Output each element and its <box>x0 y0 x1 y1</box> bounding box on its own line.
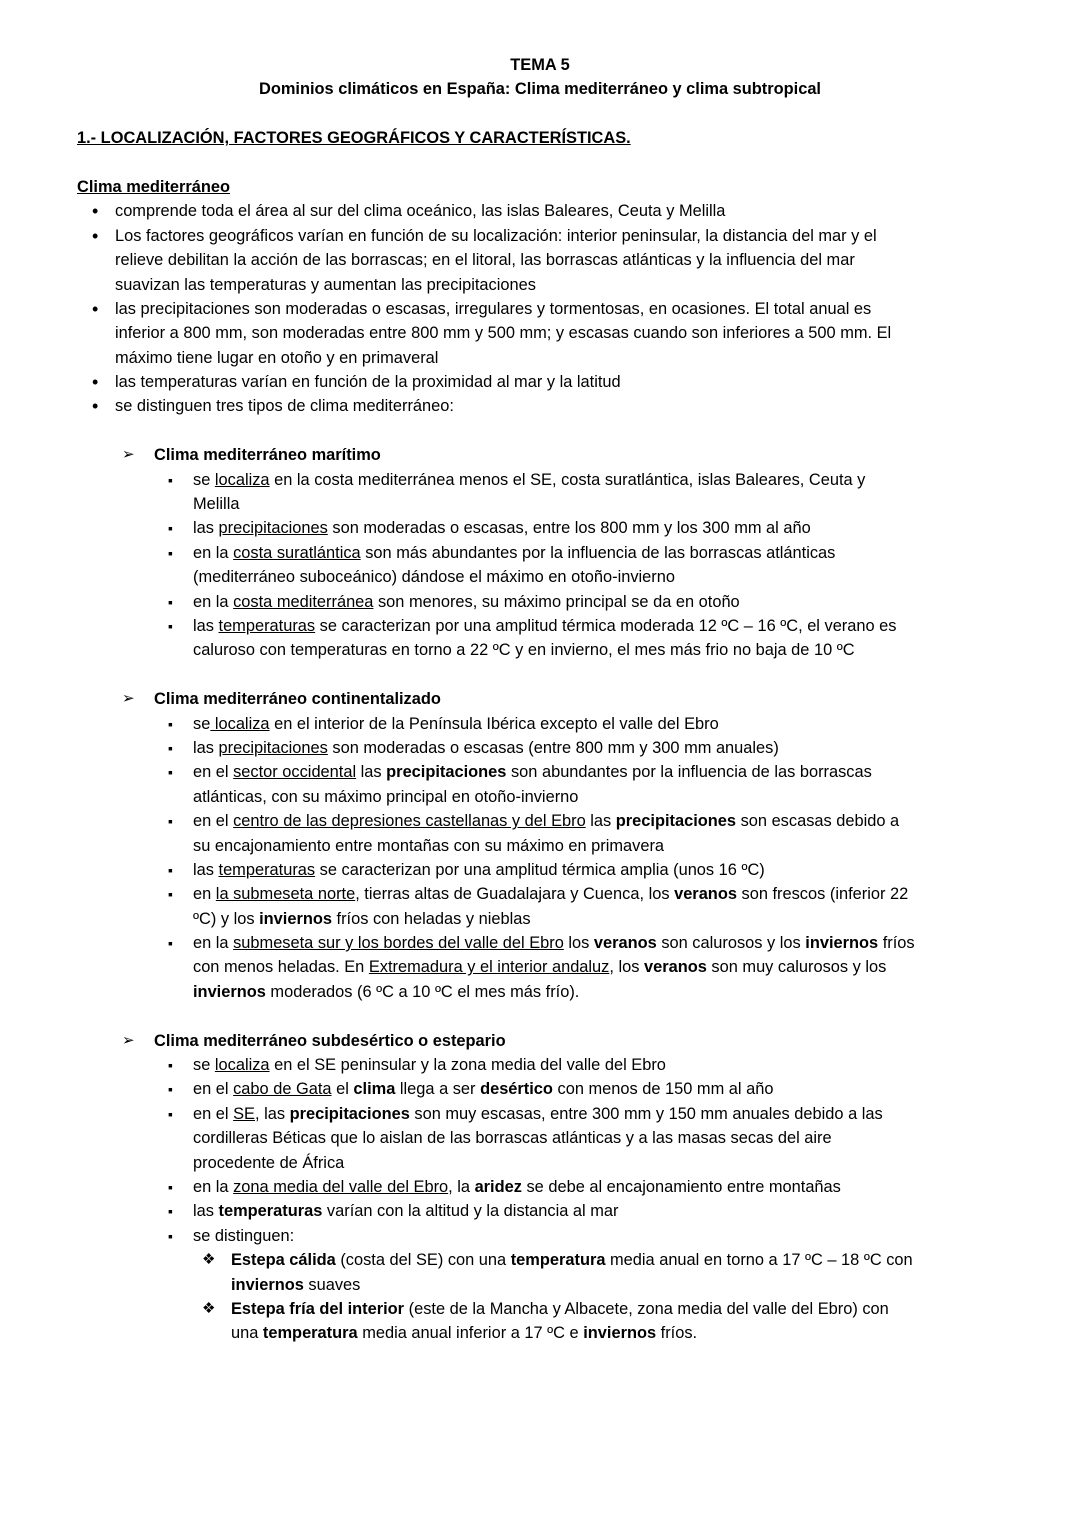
bold-text: precipitaciones <box>386 763 507 782</box>
list-item-continuation <box>0 1151 1080 1175</box>
list-item <box>0 809 1080 833</box>
text-segment: fríos. <box>656 1324 698 1343</box>
text-segment: las <box>585 812 616 831</box>
text-segment: media anual inferior a 17 ºC e <box>357 1324 584 1343</box>
arrow-bullet-icon: ➢ <box>122 446 135 464</box>
underlined-text: zona media del valle del Ebro <box>233 1177 449 1196</box>
list-item <box>0 858 1080 882</box>
text-segment: se caracterizan por una amplitud térmica amplia (unos 16 ºC) <box>315 860 765 879</box>
document-subtitle: Dominios climáticos en España: Clima mediterráneo y clima subtropical <box>258 80 821 99</box>
square-bullet-icon: ▪ <box>168 813 173 830</box>
arrow-bullet-icon: ➢ <box>122 690 135 708</box>
list-item-continuation <box>0 834 1080 858</box>
text-segment: en <box>193 885 216 904</box>
text-segment: los <box>563 934 594 953</box>
text-segment: son calurosos y los <box>656 934 806 953</box>
list-item <box>0 468 1080 492</box>
list-item-continuation <box>0 492 1080 516</box>
text-segment: las <box>193 738 219 757</box>
text-segment: son moderadas o escasas (entre 800 mm y 300 mm anuales) <box>327 738 779 757</box>
list-item-continuation <box>0 248 1080 272</box>
bold-text: precipitaciones <box>615 812 737 831</box>
text-segment: relieve debilitan la acción de las borrascas; en el litoral, las borrascas atlánticas y la influencia del mar <box>115 251 855 270</box>
square-bullet-icon: ▪ <box>168 520 173 537</box>
climate-type-title: Clima mediterráneo continentalizado <box>154 690 441 709</box>
text-segment: son más abundantes por la influencia de las borrascas atlánticas <box>360 543 836 562</box>
list-item <box>0 541 1080 565</box>
square-bullet-icon: ▪ <box>168 764 173 781</box>
text-segment: máximo tiene lugar en otoño y en primaveral <box>115 348 439 367</box>
underlined-text: temperaturas <box>218 860 316 879</box>
text-segment: cordilleras Béticas que lo aislan de las borrascas atlánticas y a las masas secas del aire <box>193 1129 832 1148</box>
bold-text: inviernos <box>193 982 266 1001</box>
list-item-continuation <box>0 321 1080 345</box>
square-bullet-icon: ▪ <box>168 739 173 756</box>
list-item-continuation <box>0 346 1080 370</box>
list-item <box>0 297 1080 321</box>
text-segment: las precipitaciones son moderadas o escasas, irregulares y tormentosas, en ocasiones. El total anual es <box>115 299 872 318</box>
underlined-text: sector occidental <box>233 763 357 782</box>
underlined-text: temperaturas <box>218 616 316 635</box>
bold-text: temperatura <box>510 1251 606 1270</box>
list-item-continuation <box>0 638 1080 662</box>
text-segment: , las <box>254 1104 290 1123</box>
list-item <box>0 1053 1080 1077</box>
square-bullet-icon: ▪ <box>168 886 173 903</box>
list-item <box>0 760 1080 784</box>
text-segment: las <box>193 1202 219 1221</box>
text-segment: procedente de África <box>193 1153 345 1172</box>
dot-bullet-icon: • <box>92 201 99 222</box>
text-segment: suavizan las temperaturas y aumentan las precipitaciones <box>115 275 536 294</box>
list-item-continuation <box>0 273 1080 297</box>
bold-text: temperatura <box>262 1324 358 1343</box>
text-segment: (mediterráneo suboceánico) dándose el máximo en otoño-invierno <box>193 568 675 587</box>
text-segment: Melilla <box>193 495 240 514</box>
section-heading: 1.- LOCALIZACIÓN, FACTORES GEOGRÁFICOS Y CARACTERÍSTICAS. <box>77 129 631 148</box>
list-item <box>0 516 1080 540</box>
bold-text: aridez <box>474 1177 522 1196</box>
text-segment: son moderadas o escasas, entre los 800 mm y los 300 mm al año <box>327 519 811 538</box>
text-segment: son frescos (inferior 22 <box>736 885 909 904</box>
subsection-heading: Clima mediterráneo <box>77 177 231 196</box>
square-bullet-icon: ▪ <box>168 1227 173 1244</box>
text-segment: se <box>193 470 215 489</box>
text-segment: en el interior de la Península Ibérica excepto el valle del Ebro <box>269 714 719 733</box>
climate-type-title: Clima mediterráneo marítimo <box>154 446 381 465</box>
text-segment: las <box>193 519 219 538</box>
list-item <box>0 931 1080 955</box>
text-segment: las <box>193 860 219 879</box>
bold-text: clima <box>353 1080 396 1099</box>
square-bullet-icon: ▪ <box>168 593 173 610</box>
underlined-text: cabo de Gata <box>233 1080 332 1099</box>
text-segment: las temperaturas varían en función de la proximidad al mar y la latitud <box>115 373 621 392</box>
text-segment: fríos con heladas y nieblas <box>331 909 531 928</box>
list-item <box>0 1175 1080 1199</box>
bold-text: veranos <box>593 934 657 953</box>
bullet-list <box>0 199 1080 419</box>
square-bullet-icon: ▪ <box>168 617 173 634</box>
underlined-text: SE <box>233 1104 255 1123</box>
list-item <box>0 1224 1080 1248</box>
list-item <box>0 736 1080 760</box>
list-item <box>0 199 1080 223</box>
dot-bullet-icon: • <box>92 225 99 246</box>
text-segment: en el <box>193 1104 234 1123</box>
square-bullet-icon: ▪ <box>168 1081 173 1098</box>
text-segment: las <box>356 763 387 782</box>
text-segment: , tierras altas de Guadalajara y Cuenca, los <box>355 885 675 904</box>
list-item-continuation <box>0 1321 1080 1345</box>
underlined-text: la submeseta norte <box>215 885 356 904</box>
document-title: TEMA 5 <box>510 56 570 74</box>
bold-text: desértico <box>480 1080 553 1099</box>
bold-text: Estepa cálida <box>231 1251 336 1270</box>
underlined-text: Extremadura y el interior andaluz <box>368 958 610 977</box>
text-segment: son muy escasas, entre 300 mm y 150 mm anuales debido a las <box>409 1104 883 1123</box>
text-segment: se distinguen: <box>193 1226 295 1245</box>
square-bullet-icon: ▪ <box>168 1203 173 1220</box>
list-item-continuation <box>0 980 1080 1004</box>
text-segment: con menos de 150 mm al año <box>552 1080 774 1099</box>
text-segment: moderados (6 ºC a 10 ºC el mes más frío). <box>265 982 580 1001</box>
underlined-text: costa suratlántica <box>233 543 361 562</box>
underlined-text: costa mediterránea <box>233 592 374 611</box>
text-segment: en el SE peninsular y la zona media del valle del Ebro <box>269 1056 666 1075</box>
list-item <box>0 712 1080 736</box>
document-page <box>0 53 1080 1346</box>
list-item <box>0 394 1080 418</box>
text-segment: inferior a 800 mm, son moderadas entre 800 mm y 500 mm; y escasas cuando son inferiores a 500 mm. El <box>115 324 892 343</box>
text-segment: las <box>193 616 219 635</box>
square-bullet-icon: ▪ <box>168 471 173 488</box>
square-bullet-icon: ▪ <box>168 935 173 952</box>
underlined-text: centro de las depresiones castellanas y del Ebro <box>233 812 586 831</box>
text-segment: suaves <box>303 1275 361 1294</box>
list-item <box>0 370 1080 394</box>
bold-text: temperaturas <box>218 1202 323 1221</box>
text-segment: son abundantes por la influencia de las borrascas <box>506 763 872 782</box>
arrow-bullet-icon: ➢ <box>122 1031 135 1049</box>
text-segment: se debe al encajonamiento entre montañas <box>521 1177 841 1196</box>
text-segment: en la costa mediterránea menos el SE, costa suratlántica, islas Baleares, Ceuta y <box>269 470 866 489</box>
list-item <box>0 882 1080 906</box>
text-segment: atlánticas, con su máximo principal en otoño-invierno <box>193 787 579 806</box>
underlined-text: submeseta sur y los bordes del valle del Ebro <box>233 934 564 953</box>
text-segment: se <box>193 1056 215 1075</box>
square-bullet-icon: ▪ <box>168 715 173 732</box>
text-segment: (costa del SE) con una <box>335 1251 511 1270</box>
text-segment: son escasas debido a <box>736 812 900 831</box>
climate-type-heading <box>0 1029 1080 1053</box>
text-segment: media anual en torno a 17 ºC – 18 ºC con <box>605 1251 913 1270</box>
list-item-continuation <box>0 565 1080 589</box>
text-segment: , los <box>609 958 644 977</box>
square-bullet-icon: ▪ <box>168 544 173 561</box>
text-segment: comprende toda el área al sur del clima oceánico, las islas Baleares, Ceuta y Melilla <box>115 202 726 221</box>
text-segment: su encajonamiento entre montañas con su máximo en primavera <box>193 836 665 855</box>
diamond-bullet-icon: ❖ <box>202 1251 216 1269</box>
text-segment: Los factores geográficos varían en función de su localización: interior peninsular, la distancia del mar y el <box>115 226 877 245</box>
list-item <box>0 224 1080 248</box>
text-segment: , la <box>448 1177 475 1196</box>
dot-bullet-icon: • <box>92 298 99 319</box>
diamond-bullet-icon: ❖ <box>202 1299 216 1317</box>
text-segment: en la <box>193 543 234 562</box>
text-segment: en la <box>193 592 234 611</box>
text-segment: se distinguen tres tipos de clima mediterráneo: <box>115 397 454 416</box>
climate-types <box>0 419 1080 1346</box>
bold-text: inviernos <box>231 1275 304 1294</box>
text-segment: con menos heladas. En <box>193 958 369 977</box>
underlined-text: localiza <box>214 1056 270 1075</box>
bold-text: inviernos <box>583 1324 657 1343</box>
square-bullet-icon: ▪ <box>168 1178 173 1195</box>
text-segment: en el <box>193 812 234 831</box>
square-bullet-icon: ▪ <box>168 861 173 878</box>
bold-text: veranos <box>644 958 707 977</box>
underlined-text: precipitaciones <box>218 738 328 757</box>
underlined-text: localiza <box>214 470 270 489</box>
underlined-text: precipitaciones <box>218 519 328 538</box>
text-segment: ºC) y los <box>193 909 260 928</box>
text-segment: varían con la altitud y la distancia al mar <box>322 1202 619 1221</box>
list-item <box>0 1297 1080 1321</box>
list-item <box>0 590 1080 614</box>
text-segment: se caracterizan por una amplitud térmica moderada 12 ºC – 16 ºC, el verano es <box>315 616 897 635</box>
list-item-continuation <box>0 1273 1080 1297</box>
text-segment: en el <box>193 763 234 782</box>
text-segment: una <box>231 1324 263 1343</box>
square-bullet-icon: ▪ <box>168 1057 173 1074</box>
climate-type-title: Clima mediterráneo subdesértico o estepario <box>154 1031 506 1050</box>
text-segment: en la <box>193 1177 234 1196</box>
text-segment: son muy calurosos y los <box>706 958 887 977</box>
list-item-continuation <box>0 1126 1080 1150</box>
list-item <box>0 1102 1080 1126</box>
bold-text: veranos <box>674 885 737 904</box>
bold-text: inviernos <box>259 909 332 928</box>
list-item <box>0 1199 1080 1223</box>
list-item <box>0 1248 1080 1272</box>
bold-text: inviernos <box>805 934 879 953</box>
text-segment: (este de la Mancha y Albacete, zona media del valle del Ebro) con <box>404 1299 889 1318</box>
square-bullet-icon: ▪ <box>168 1105 173 1122</box>
text-segment: en la <box>193 934 234 953</box>
list-item <box>0 614 1080 638</box>
text-segment: fríos <box>878 934 915 953</box>
text-segment: se <box>193 714 211 733</box>
climate-type-heading <box>0 687 1080 711</box>
list-item <box>0 1077 1080 1101</box>
dot-bullet-icon: • <box>92 372 99 393</box>
text-segment: llega a ser <box>395 1080 481 1099</box>
list-item-continuation <box>0 785 1080 809</box>
text-segment: en el <box>193 1080 234 1099</box>
list-item-continuation <box>0 955 1080 979</box>
text-segment: caluroso con temperaturas en torno a 22 ºC y en invierno, el mes más frio no baja de 10 ºC <box>193 641 855 660</box>
dot-bullet-icon: • <box>92 396 99 417</box>
bold-text: precipitaciones <box>289 1104 410 1123</box>
underlined-text: localiza <box>210 714 270 733</box>
climate-type-heading <box>0 443 1080 467</box>
text-segment: son menores, su máximo principal se da en otoño <box>373 592 740 611</box>
bold-text: Estepa fría del interior <box>231 1299 405 1318</box>
text-segment: el <box>331 1080 354 1099</box>
list-item-continuation <box>0 907 1080 931</box>
